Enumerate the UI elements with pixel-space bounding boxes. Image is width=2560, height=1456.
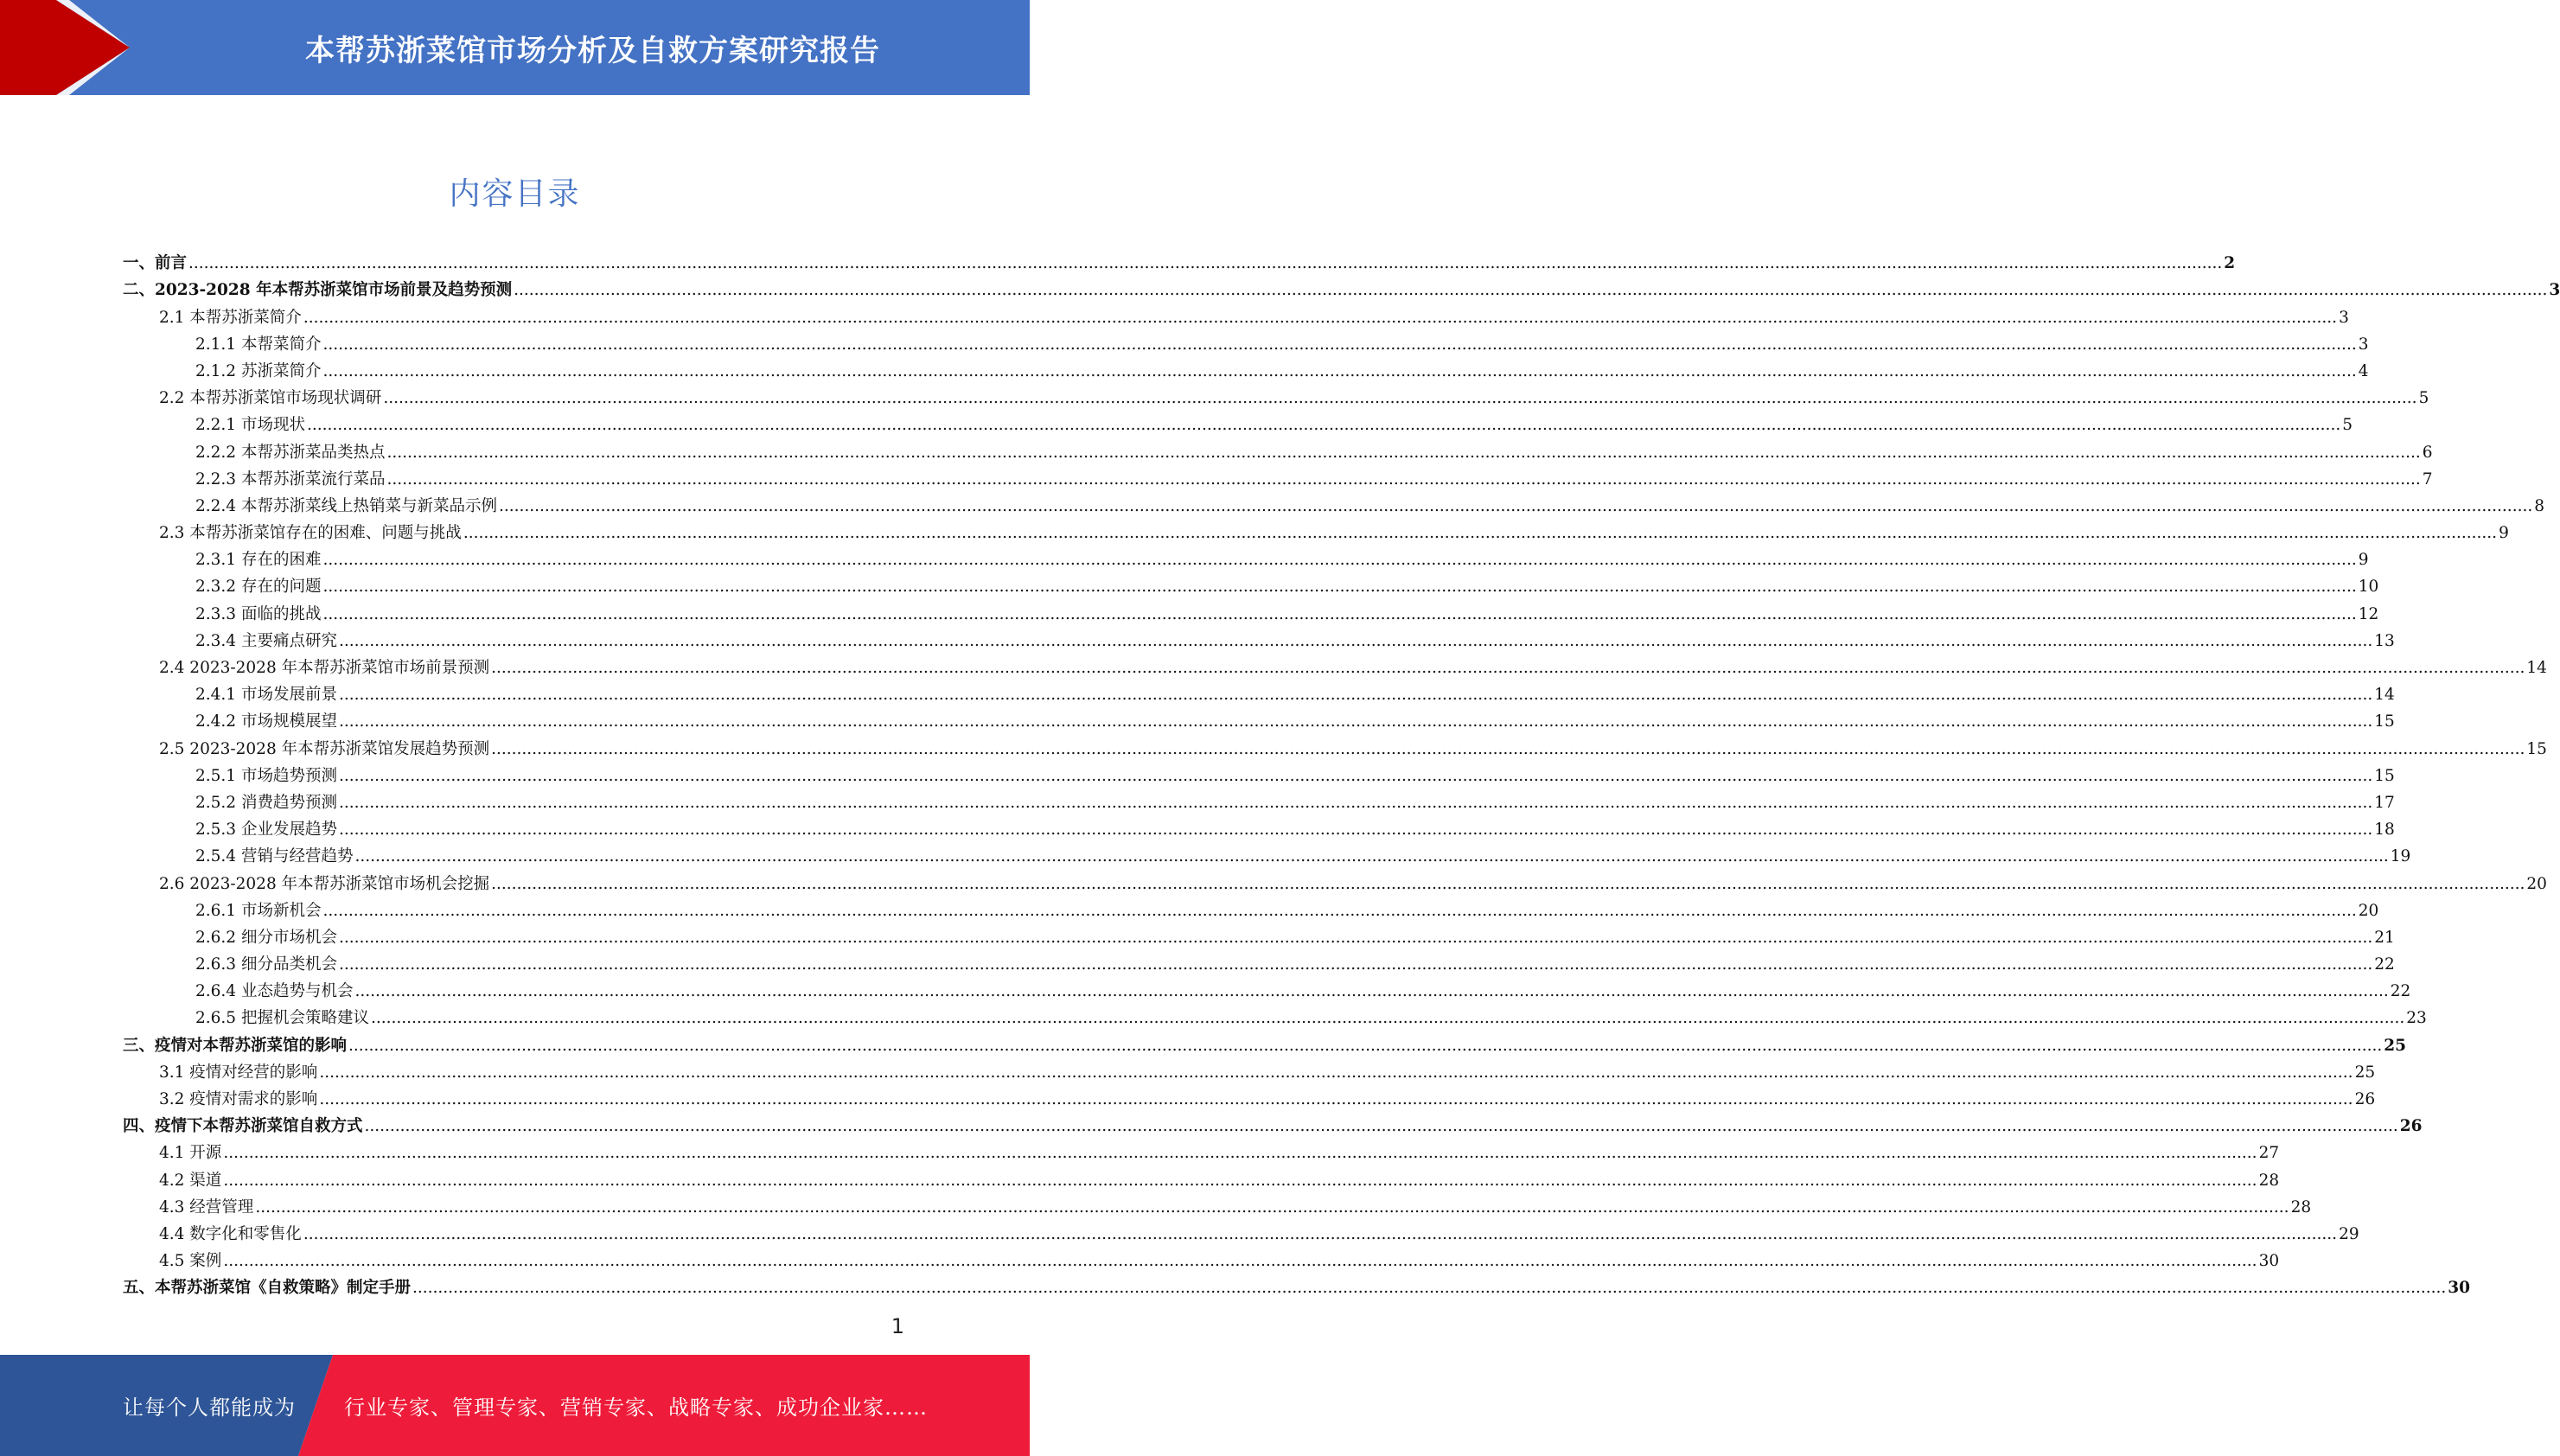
toc-entry[interactable]: [123, 544, 2369, 571]
toc-entry-page: 15: [2374, 766, 2395, 785]
toc-leader-dots: ................................................................................................................................................................................................................................................................................................................................................................................................................: [364, 1117, 2398, 1136]
toc-entry-label: 2.6 2023-2028 年本帮苏浙菜馆市场机会挖掘: [159, 874, 490, 893]
toc-entry-page: 12: [2358, 604, 2379, 623]
toc-entry-label: 2.5.1 市场趋势预测: [195, 766, 337, 785]
toc-entry[interactable]: [123, 625, 2395, 652]
toc-entry[interactable]: [123, 329, 2369, 355]
toc-entry-label: 2.6.5 把握机会策略建议: [195, 1009, 369, 1028]
report-header: [0, 0, 1030, 95]
toc-entry-page: 30: [2448, 1279, 2471, 1298]
toc-entry[interactable]: [123, 597, 2379, 624]
toc-entry[interactable]: [123, 975, 2411, 1002]
toc-leader-dots: ................................................................................................................................................................................................................................................................................................................................................................................................................: [338, 631, 2373, 650]
toc-entry[interactable]: [123, 760, 2395, 787]
toc-entry[interactable]: [123, 1137, 2280, 1164]
toc-entry[interactable]: [123, 436, 2433, 463]
toc-entry[interactable]: [123, 409, 2353, 436]
toc-entry[interactable]: [123, 1029, 2407, 1056]
toc-leader-dots: ................................................................................................................................................................................................................................................................................................................................................................................................................: [223, 1144, 2257, 1163]
toc-entry[interactable]: [123, 867, 2547, 894]
toc-entry[interactable]: [123, 895, 2379, 922]
toc-leader-dots: ................................................................................................................................................................................................................................................................................................................................................................................................................: [338, 686, 2373, 705]
toc-entry-page: 3: [2549, 281, 2560, 300]
toc-entry[interactable]: [123, 1164, 2280, 1191]
toc-leader-dots: ................................................................................................................................................................................................................................................................................................................................................................................................................: [370, 1009, 2405, 1028]
toc-leader-dots: ................................................................................................................................................................................................................................................................................................................................................................................................................: [303, 308, 2338, 327]
table-of-contents: [123, 247, 2560, 1299]
toc-entry-label: 三、疫情对本帮苏浙菜馆的影响: [123, 1036, 348, 1055]
toc-entry-page: 8: [2534, 496, 2544, 515]
toc-entry-label: 2.6.3 细分品类机会: [195, 955, 337, 974]
toc-entry[interactable]: [123, 1083, 2376, 1110]
toc-leader-dots: ................................................................................................................................................................................................................................................................................................................................................................................................................: [322, 604, 2357, 623]
toc-entry-page: 3: [2339, 308, 2349, 327]
toc-leader-dots: ................................................................................................................................................................................................................................................................................................................................................................................................................: [188, 254, 2223, 273]
page-number: 1: [891, 1314, 904, 1338]
toc-entry[interactable]: [123, 490, 2544, 517]
toc-leader-dots: ................................................................................................................................................................................................................................................................................................................................................................................................................: [322, 335, 2357, 354]
toc-entry-page: 5: [2418, 389, 2429, 408]
toc-entry-page: 28: [2290, 1197, 2312, 1217]
toc-leader-dots: ................................................................................................................................................................................................................................................................................................................................................................................................................: [354, 982, 2389, 1001]
toc-entry-page: 9: [2499, 524, 2509, 543]
toc-entry[interactable]: [123, 706, 2395, 732]
toc-entry-page: 28: [2258, 1171, 2280, 1190]
toc-leader-dots: ................................................................................................................................................................................................................................................................................................................................................................................................................: [338, 766, 2373, 785]
toc-entry-label: 2.4.2 市场规模展望: [195, 712, 337, 731]
toc-entry-label: 2.5 2023-2028 年本帮苏浙菜馆发展趋势预测: [159, 739, 490, 758]
toc-entry-label: 2.3 本帮苏浙菜馆存在的困难、问题与挑战: [159, 524, 462, 543]
toc-entry-label: 2.1 本帮苏浙菜简介: [159, 308, 302, 327]
toc-entry-page: 17: [2374, 793, 2395, 812]
toc-entry[interactable]: [123, 1002, 2427, 1029]
toc-entry-label: 4.5 案例: [159, 1252, 222, 1271]
toc-entry[interactable]: [123, 1110, 2423, 1137]
toc-entry-page: 25: [2384, 1036, 2407, 1055]
footer-slogan-left: 让每个人都能成为: [123, 1395, 296, 1420]
toc-entry-page: 3: [2358, 335, 2369, 354]
toc-leader-dots: ................................................................................................................................................................................................................................................................................................................................................................................................................: [322, 901, 2357, 920]
toc-entry-page: 27: [2258, 1144, 2280, 1163]
toc-entry-page: 9: [2358, 551, 2369, 570]
toc-entry-label: 2.2 本帮苏浙菜馆市场现状调研: [159, 389, 382, 408]
toc-leader-dots: ................................................................................................................................................................................................................................................................................................................................................................................................................: [338, 712, 2373, 731]
toc-entry[interactable]: [123, 1245, 2280, 1272]
toc-entry-label: 2.4.1 市场发展前景: [195, 686, 337, 705]
toc-leader-dots: ................................................................................................................................................................................................................................................................................................................................................................................................................: [463, 524, 2498, 543]
toc-leader-dots: ................................................................................................................................................................................................................................................................................................................................................................................................................: [338, 928, 2373, 947]
toc-leader-dots: ................................................................................................................................................................................................................................................................................................................................................................................................................: [491, 874, 2525, 893]
toc-entry[interactable]: [123, 679, 2395, 706]
toc-leader-dots: ................................................................................................................................................................................................................................................................................................................................................................................................................: [322, 551, 2357, 570]
toc-leader-dots: ................................................................................................................................................................................................................................................................................................................................................................................................................: [255, 1197, 2289, 1217]
toc-entry[interactable]: [123, 948, 2395, 975]
toc-entry-page: 20: [2526, 874, 2547, 893]
toc-leader-dots: ................................................................................................................................................................................................................................................................................................................................................................................................................: [306, 416, 2341, 435]
toc-entry-label: 2.6.4 业态趋势与机会: [195, 982, 354, 1001]
toc-entry[interactable]: [123, 1218, 2359, 1245]
toc-entry[interactable]: [123, 652, 2547, 679]
toc-entry-label: 4.2 渠道: [159, 1171, 222, 1190]
toc-leader-dots: ................................................................................................................................................................................................................................................................................................................................................................................................................: [412, 1279, 2447, 1298]
toc-leader-dots: ................................................................................................................................................................................................................................................................................................................................................................................................................: [354, 847, 2389, 866]
red-arrow-icon: [0, 0, 173, 95]
toc-entry-label: 2.2.3 本帮苏浙菜流行菜品: [195, 469, 386, 489]
toc-entry[interactable]: [123, 922, 2395, 948]
toc-leader-dots: ................................................................................................................................................................................................................................................................................................................................................................................................................: [322, 578, 2357, 597]
toc-entry-label: 2.6.2 细分市场机会: [195, 928, 337, 947]
toc-entry-page: 25: [2354, 1063, 2376, 1082]
toc-leader-dots: ................................................................................................................................................................................................................................................................................................................................................................................................................: [348, 1036, 2383, 1055]
toc-leader-dots: ................................................................................................................................................................................................................................................................................................................................................................................................................: [514, 281, 2548, 300]
toc-entry-page: 5: [2342, 416, 2353, 435]
toc-leader-dots: ................................................................................................................................................................................................................................................................................................................................................................................................................: [223, 1252, 2257, 1271]
toc-entry-label: 4.1 开源: [159, 1144, 222, 1163]
toc-entry-page: 19: [2390, 847, 2411, 866]
toc-entry[interactable]: [123, 1057, 2376, 1083]
toc-entry[interactable]: [123, 732, 2547, 759]
toc-leader-dots: ................................................................................................................................................................................................................................................................................................................................................................................................................: [223, 1171, 2257, 1190]
toc-entry-page: 22: [2390, 982, 2411, 1001]
toc-entry-label: 2.3.3 面临的挑战: [195, 604, 322, 623]
footer-banner: [0, 1355, 1030, 1456]
toc-entry-label: 3.1 疫情对经营的影响: [159, 1063, 318, 1082]
toc-entry-page: 6: [2422, 443, 2433, 462]
toc-entry-label: 2.3.2 存在的问题: [195, 578, 322, 597]
toc-entry-label: 2.1.2 苏浙菜简介: [195, 361, 322, 380]
toc-entry[interactable]: [123, 274, 2560, 301]
toc-leader-dots: ................................................................................................................................................................................................................................................................................................................................................................................................................: [322, 361, 2357, 380]
toc-entry[interactable]: [123, 1191, 2312, 1218]
toc-leader-dots: ................................................................................................................................................................................................................................................................................................................................................................................................................: [338, 955, 2373, 974]
toc-entry-page: 14: [2374, 686, 2395, 705]
toc-entry[interactable]: [123, 814, 2395, 840]
toc-leader-dots: ................................................................................................................................................................................................................................................................................................................................................................................................................: [319, 1090, 2353, 1108]
footer-slogan-right: 行业专家、管理专家、营销专家、战略专家、成功企业家……: [344, 1395, 928, 1420]
toc-entry-label: 2.5.2 消费趋势预测: [195, 793, 337, 812]
toc-entry[interactable]: [123, 247, 2236, 274]
toc-entry-page: 7: [2422, 469, 2433, 489]
toc-entry-page: 10: [2358, 578, 2379, 597]
toc-entry-page: 29: [2339, 1224, 2359, 1243]
toc-leader-dots: ................................................................................................................................................................................................................................................................................................................................................................................................................: [338, 821, 2373, 840]
toc-entry-page: 15: [2526, 739, 2547, 758]
toc-leader-dots: ................................................................................................................................................................................................................................................................................................................................................................................................................: [319, 1063, 2353, 1082]
toc-entry-page: 23: [2406, 1009, 2427, 1028]
toc-entry[interactable]: [123, 382, 2429, 409]
toc-entry-label: 4.3 经营管理: [159, 1197, 254, 1217]
toc-leader-dots: ................................................................................................................................................................................................................................................................................................................................................................................................................: [498, 496, 2533, 515]
toc-entry[interactable]: [123, 840, 2411, 867]
toc-leader-dots: ................................................................................................................................................................................................................................................................................................................................................................................................................: [383, 389, 2417, 408]
toc-entry-label: 四、疫情下本帮苏浙菜馆自救方式: [123, 1117, 363, 1136]
toc-entry-page: 15: [2374, 712, 2395, 731]
toc-entry-label: 2.1.1 本帮菜简介: [195, 335, 322, 354]
toc-entry[interactable]: [123, 1272, 2471, 1299]
toc-entry-label: 2.5.4 营销与经营趋势: [195, 847, 354, 866]
toc-entry-page: 26: [2354, 1090, 2376, 1108]
toc-leader-dots: ................................................................................................................................................................................................................................................................................................................................................................................................................: [491, 739, 2525, 758]
toc-entry-page: 26: [2399, 1117, 2423, 1136]
toc-entry-label: 二、2023-2028 年本帮苏浙菜馆市场前景及趋势预测: [123, 281, 513, 300]
toc-entry-page: 22: [2374, 955, 2395, 974]
toc-entry-label: 一、前言: [123, 254, 188, 273]
toc-entry-label: 2.2.4 本帮苏浙菜线上热销菜与新菜品示例: [195, 496, 497, 515]
toc-entry-label: 2.5.3 企业发展趋势: [195, 821, 337, 840]
toc-entry-page: 21: [2374, 928, 2395, 947]
toc-entry-page: 2: [2224, 254, 2236, 273]
toc-title: 内容目录: [449, 176, 581, 212]
toc-entry-page: 14: [2526, 659, 2547, 677]
report-title: 本帮苏浙菜馆市场分析及自救方案研究报告: [305, 33, 880, 68]
toc-entry-label: 2.2.2 本帮苏浙菜品类热点: [195, 443, 386, 462]
toc-leader-dots: ................................................................................................................................................................................................................................................................................................................................................................................................................: [491, 659, 2525, 677]
toc-entry[interactable]: [123, 463, 2433, 490]
toc-entry-label: 五、本帮苏浙菜馆《自救策略》制定手册: [123, 1279, 412, 1298]
toc-entry-label: 2.3.1 存在的困难: [195, 551, 322, 570]
toc-entry-page: 4: [2358, 361, 2369, 380]
toc-entry[interactable]: [123, 355, 2369, 382]
toc-leader-dots: ................................................................................................................................................................................................................................................................................................................................................................................................................: [386, 469, 2421, 489]
toc-entry-label: 2.2.1 市场现状: [195, 416, 305, 435]
toc-entry-label: 2.3.4 主要痛点研究: [195, 631, 337, 650]
toc-entry-page: 18: [2374, 821, 2395, 840]
toc-entry[interactable]: [123, 517, 2509, 544]
toc-entry-label: 2.4 2023-2028 年本帮苏浙菜馆市场前景预测: [159, 659, 490, 677]
toc-leader-dots: ................................................................................................................................................................................................................................................................................................................................................................................................................: [338, 793, 2373, 812]
toc-entry-page: 20: [2358, 901, 2379, 920]
toc-leader-dots: ................................................................................................................................................................................................................................................................................................................................................................................................................: [303, 1224, 2338, 1243]
toc-entry[interactable]: [123, 571, 2379, 597]
toc-entry-label: 2.6.1 市场新机会: [195, 901, 322, 920]
toc-entry-label: 4.4 数字化和零售化: [159, 1224, 302, 1243]
toc-entry-page: 13: [2374, 631, 2395, 650]
toc-entry-label: 3.2 疫情对需求的影响: [159, 1090, 318, 1108]
toc-leader-dots: ................................................................................................................................................................................................................................................................................................................................................................................................................: [386, 443, 2421, 462]
toc-entry[interactable]: [123, 787, 2395, 814]
toc-entry-page: 30: [2258, 1252, 2280, 1271]
toc-entry[interactable]: [123, 301, 2349, 328]
